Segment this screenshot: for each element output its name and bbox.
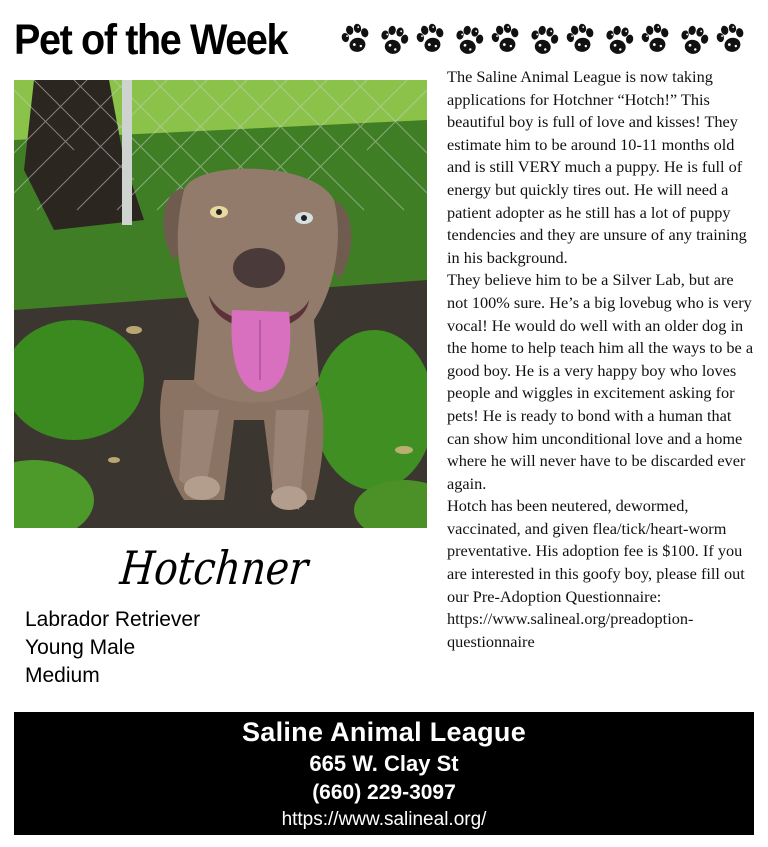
org-website: https://www.salineal.org/ <box>281 809 487 830</box>
story-paragraph: The Saline Animal League is now taking applications for Hotchner “Hotch!” This beautiful boy is full of love and kisses! They estimate him to be around 10-11 months old and is still VERY much a puppy. He is full of energy but quickly tires out. He will need a patient adopter as he still has a lot of puppy tendencies and they are unsure of any training in his background. <box>447 67 747 267</box>
org-phone: (660) 229-3097 <box>312 781 456 804</box>
paw-print-icon <box>714 22 748 56</box>
page-title: Pet of the Week <box>14 16 288 64</box>
paw-print-icon <box>602 24 636 58</box>
pet-details <box>25 606 325 690</box>
paw-print-icon <box>414 22 448 56</box>
paw-print-icon <box>339 22 373 56</box>
pet-breed: Labrador Retriever <box>25 608 201 631</box>
pet-name: Hotchner <box>118 541 311 595</box>
contact-footer <box>14 712 754 835</box>
pet-size: Medium <box>25 664 100 687</box>
paw-print-icon <box>639 22 673 56</box>
paw-print-icon <box>527 24 561 58</box>
paw-print-icon <box>452 24 486 58</box>
paw-print-icon <box>564 22 598 56</box>
paw-print-row <box>339 18 751 62</box>
paw-print-icon <box>677 24 711 58</box>
paw-print-icon <box>377 24 411 58</box>
org-address: 665 W. Clay St <box>309 751 459 776</box>
adoption-story <box>447 66 755 653</box>
org-name: Saline Animal League <box>241 717 527 747</box>
pet-age-sex: Young Male <box>25 636 136 659</box>
story-paragraph: Hotch has been neutered, dewormed, vaccinated, and given flea/tick/heart-worm preventative. His adoption fee is $100. If you are interested in this goofy boy, please fill out our Pre-Adoption Questionnaire: https://www.salineal.org/preadoption-questionnaire <box>447 496 745 651</box>
story-paragraph: They believe him to be a Silver Lab, but are not 100% sure. He’s a big lovebug who is very vocal! He would do well with an older dog in the home to help teach him all the ways to be a good boy. He is a very happy boy who loves people and wiggles in excitement asking for pets! He is ready to bond with a human that can show him unconditional love and a home where he will never have to be discarded ever again. <box>447 270 754 493</box>
header <box>14 10 754 70</box>
paw-print-icon <box>489 22 523 56</box>
dog-photo <box>14 80 427 528</box>
